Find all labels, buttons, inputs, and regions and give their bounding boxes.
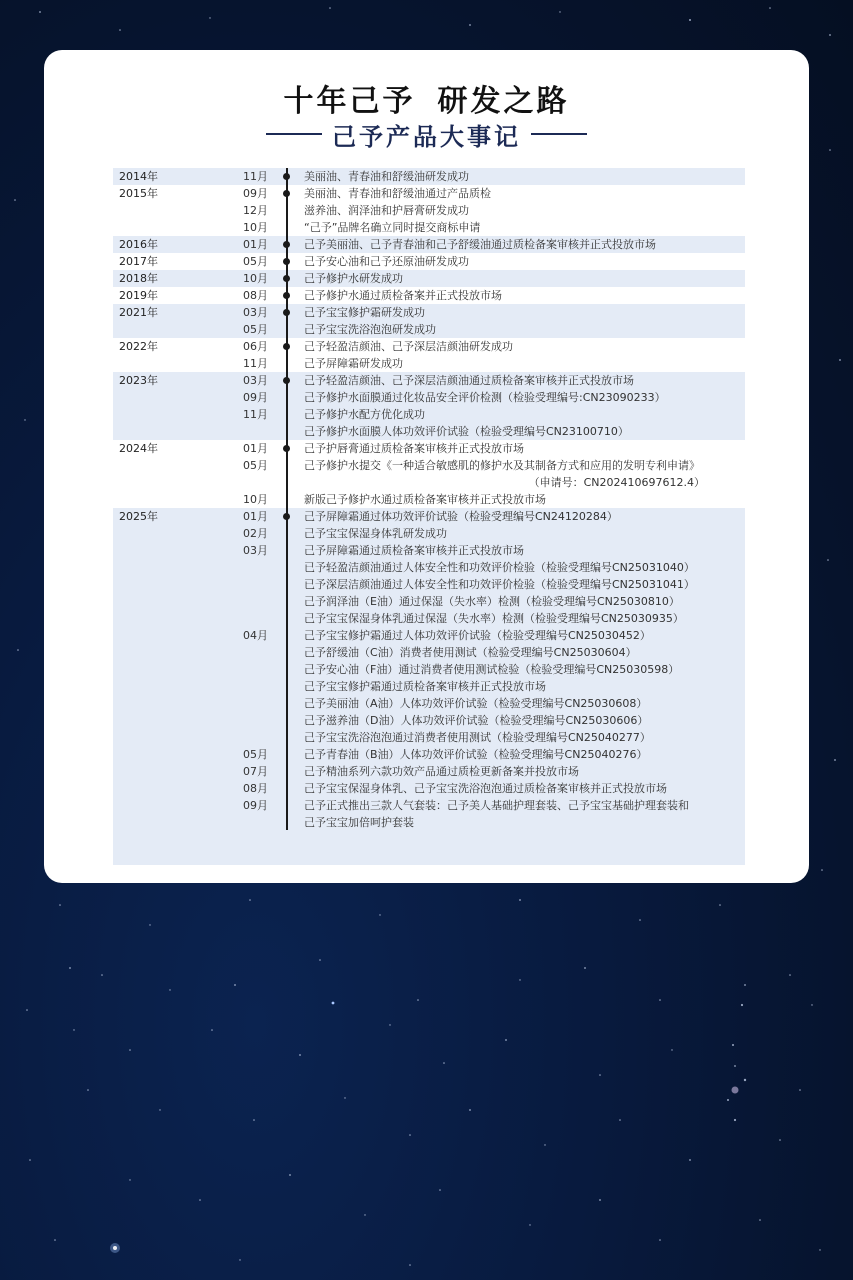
timeline-row	[113, 457, 745, 474]
subtitle-rule-left	[266, 133, 322, 135]
timeline-dot-icon	[283, 377, 290, 384]
timeline-row	[113, 508, 745, 525]
year-label: 2024年	[119, 442, 158, 455]
event-text: 己予宝宝加倍呵护套装	[304, 816, 414, 829]
month-label: 09月	[243, 391, 268, 404]
month-label: 01月	[243, 442, 268, 455]
timeline-row	[113, 746, 745, 763]
month-label: 03月	[243, 306, 268, 319]
event-text: 己予修护水配方优化成功	[304, 408, 425, 421]
event-text: 已予深层洁颜油通过人体安全性和功效评价检验（检验受理编号CN25031041）	[304, 578, 695, 591]
month-label: 05月	[243, 748, 268, 761]
timeline-dot-icon	[283, 241, 290, 248]
timeline-dot-icon	[283, 343, 290, 350]
year-block	[113, 287, 745, 304]
timeline-row	[113, 712, 745, 729]
event-text: （申请号：CN202410697612.4）	[528, 476, 705, 489]
month-label: 01月	[243, 238, 268, 251]
event-text: 己予润泽油（E油）通过保湿（失水率）检测（检验受理编号CN25030810）	[304, 595, 680, 608]
timeline-row	[113, 814, 745, 831]
timeline-row	[113, 406, 745, 423]
event-text: 滋养油、润泽油和护唇膏研发成功	[304, 204, 469, 217]
year-label: 2016年	[119, 238, 158, 251]
timeline-row	[113, 644, 745, 661]
event-text: 己予安心油和己予还原油研发成功	[304, 255, 469, 268]
month-label: 05月	[243, 459, 268, 472]
year-label: 2022年	[119, 340, 158, 353]
event-text: 己予滋养油（D油）人体功效评价试验（检验受理编号CN25030606）	[304, 714, 649, 727]
event-text: 己予修护水通过质检备案并正式投放市场	[304, 289, 502, 302]
subtitle-rule-right	[531, 133, 587, 135]
timeline-row	[113, 797, 745, 814]
timeline-row	[113, 185, 745, 202]
timeline-row	[113, 763, 745, 780]
timeline-row	[113, 678, 745, 695]
subtitle-bar	[0, 118, 853, 150]
event-text: 己予修护水研发成功	[304, 272, 403, 285]
timeline-row	[113, 661, 745, 678]
month-label: 09月	[243, 187, 268, 200]
month-label: 05月	[243, 323, 268, 336]
event-text: 己予美丽油、己予青春油和己予舒缓油通过质检备案审核并正式投放市场	[304, 238, 656, 251]
timeline-row	[113, 168, 745, 185]
timeline-row	[113, 780, 745, 797]
event-text: 己予美丽油（A油）人体功效评价试验（检验受理编号CN25030608）	[304, 697, 648, 710]
month-label: 12月	[243, 204, 268, 217]
event-text: 己予宝宝洗浴泡泡研发成功	[304, 323, 436, 336]
timeline-row	[113, 610, 745, 627]
event-text: 己予精油系列六款功效产品通过质检更新备案并投放市场	[304, 765, 579, 778]
event-text: 己予舒缓油（C油）消费者使用测试（检验受理编号CN25030604）	[304, 646, 637, 659]
year-block	[113, 270, 745, 287]
timeline-row	[113, 253, 745, 270]
subtitle: 己予产品大事记	[332, 122, 521, 151]
year-label: 2015年	[119, 187, 158, 200]
timeline-dot-icon	[283, 445, 290, 452]
year-block	[113, 168, 745, 185]
month-label: 10月	[243, 493, 268, 506]
timeline-row	[113, 542, 745, 559]
event-text: 己予正式推出三款人气套装：己予美人基础护理套装、己予宝宝基础护理套装和	[304, 799, 689, 812]
month-label: 11月	[243, 170, 268, 183]
timeline-dot-icon	[283, 309, 290, 316]
timeline-row	[113, 287, 745, 304]
timeline-row	[113, 474, 745, 491]
event-text: 己予屏障霜研发成功	[304, 357, 403, 370]
timeline-row	[113, 202, 745, 219]
event-text: “己予”品牌名确立同时提交商标申请	[304, 221, 481, 234]
event-text: 己予宝宝保湿身体乳、己予宝宝洗浴泡泡通过质检备案审核并正式投放市场	[304, 782, 667, 795]
event-text: 美丽油、青春油和舒缓油通过产品质检	[304, 187, 491, 200]
year-block	[113, 338, 745, 372]
event-text: 己予青春油（B油）人体功效评价试验（检验受理编号CN25040276）	[304, 748, 648, 761]
event-text: 己予宝宝修护霜研发成功	[304, 306, 425, 319]
event-text: 己予宝宝修护霜通过人体功效评价试验（检验受理编号CN25030452）	[304, 629, 651, 642]
event-text: 己予修护水面膜通过化妆品安全评价检测（检验受理编号:CN23090233）	[304, 391, 666, 404]
month-label: 08月	[243, 289, 268, 302]
event-text: 己予宝宝修护霜通过质检备案审核并正式投放市场	[304, 680, 546, 693]
timeline-dot-icon	[283, 173, 290, 180]
year-label: 2018年	[119, 272, 158, 285]
timeline-row	[113, 338, 745, 355]
title-part-1: 十年己予	[283, 84, 416, 119]
month-label: 05月	[243, 255, 268, 268]
timeline-dot-icon	[283, 275, 290, 282]
timeline-dot-icon	[283, 190, 290, 197]
timeline-row	[113, 423, 745, 440]
timeline-row	[113, 321, 745, 338]
year-label: 2023年	[119, 374, 158, 387]
timeline-row	[113, 236, 745, 253]
month-label: 03月	[243, 374, 268, 387]
timeline-row	[113, 219, 745, 236]
event-text: 己予护唇膏通过质检备案审核并正式投放市场	[304, 442, 524, 455]
month-label: 01月	[243, 510, 268, 523]
event-text: 己予屏障霜通过质检备案审核并正式投放市场	[304, 544, 524, 557]
month-label: 04月	[243, 629, 268, 642]
month-label: 03月	[243, 544, 268, 557]
title-part-2: 研发之路	[437, 84, 570, 119]
timeline-dot-icon	[283, 513, 290, 520]
year-label: 2025年	[119, 510, 158, 523]
month-label: 08月	[243, 782, 268, 795]
timeline-row	[113, 355, 745, 372]
timeline-dot-icon	[283, 258, 290, 265]
timeline-row	[113, 695, 745, 712]
timeline-row	[113, 491, 745, 508]
month-label: 09月	[243, 799, 268, 812]
timeline-row	[113, 576, 745, 593]
timeline-row	[113, 729, 745, 746]
event-text: 己予安心油（F油）通过消费者使用测试检验（检验受理编号CN25030598）	[304, 663, 680, 676]
month-label: 10月	[243, 272, 268, 285]
year-label: 2014年	[119, 170, 158, 183]
month-label: 02月	[243, 527, 268, 540]
month-label: 11月	[243, 408, 268, 421]
year-block	[113, 304, 745, 338]
event-text: 己予宝宝保湿身体乳通过保湿（失水率）检测（检验受理编号CN25030935）	[304, 612, 684, 625]
event-text: 己予轻盈洁颜油、己予深层洁颜油通过质检备案审核并正式投放市场	[304, 374, 634, 387]
month-label: 11月	[243, 357, 268, 370]
year-block	[113, 253, 745, 270]
event-text: 己予修护水提交《一种适合敏感肌的修护水及其制备方式和应用的发明专利申请》	[304, 459, 700, 472]
page-title	[0, 76, 853, 120]
year-block	[113, 236, 745, 253]
event-text: 己予屏障霜通过体功效评价试验（检验受理编号CN24120284）	[304, 510, 618, 523]
year-block	[113, 440, 745, 508]
year-label: 2021年	[119, 306, 158, 319]
event-text: 美丽油、青春油和舒缓油研发成功	[304, 170, 469, 183]
year-block	[113, 372, 745, 440]
event-text: 己予宝宝保湿身体乳研发成功	[304, 527, 447, 540]
event-text: 新版己予修护水通过质检备案审核并正式投放市场	[304, 493, 546, 506]
event-text: 己予修护水面膜人体功效评价试验（检验受理编号CN23100710）	[304, 425, 629, 438]
timeline-row	[113, 372, 745, 389]
event-text: 已予轻盈洁颜油通过人体安全性和功效评价检验（检验受理编号CN25031040）	[304, 561, 695, 574]
event-text: 己予宝宝洗浴泡泡通过消费者使用测试（检验受理编号CN25040277）	[304, 731, 651, 744]
month-label: 10月	[243, 221, 268, 234]
timeline-row	[113, 593, 745, 610]
event-text: 己予轻盈洁颜油、己予深层洁颜油研发成功	[304, 340, 513, 353]
timeline-row	[113, 389, 745, 406]
timeline-row	[113, 525, 745, 542]
timeline-row	[113, 559, 745, 576]
year-block	[113, 185, 745, 236]
month-label: 07月	[243, 765, 268, 778]
timeline-dot-icon	[283, 292, 290, 299]
month-label: 06月	[243, 340, 268, 353]
year-block	[113, 508, 745, 865]
timeline-row	[113, 270, 745, 287]
year-label: 2017年	[119, 255, 158, 268]
timeline-row	[113, 627, 745, 644]
timeline-row	[113, 304, 745, 321]
timeline-axis	[286, 168, 288, 830]
timeline-table	[113, 168, 745, 865]
year-label: 2019年	[119, 289, 158, 302]
timeline-row	[113, 440, 745, 457]
